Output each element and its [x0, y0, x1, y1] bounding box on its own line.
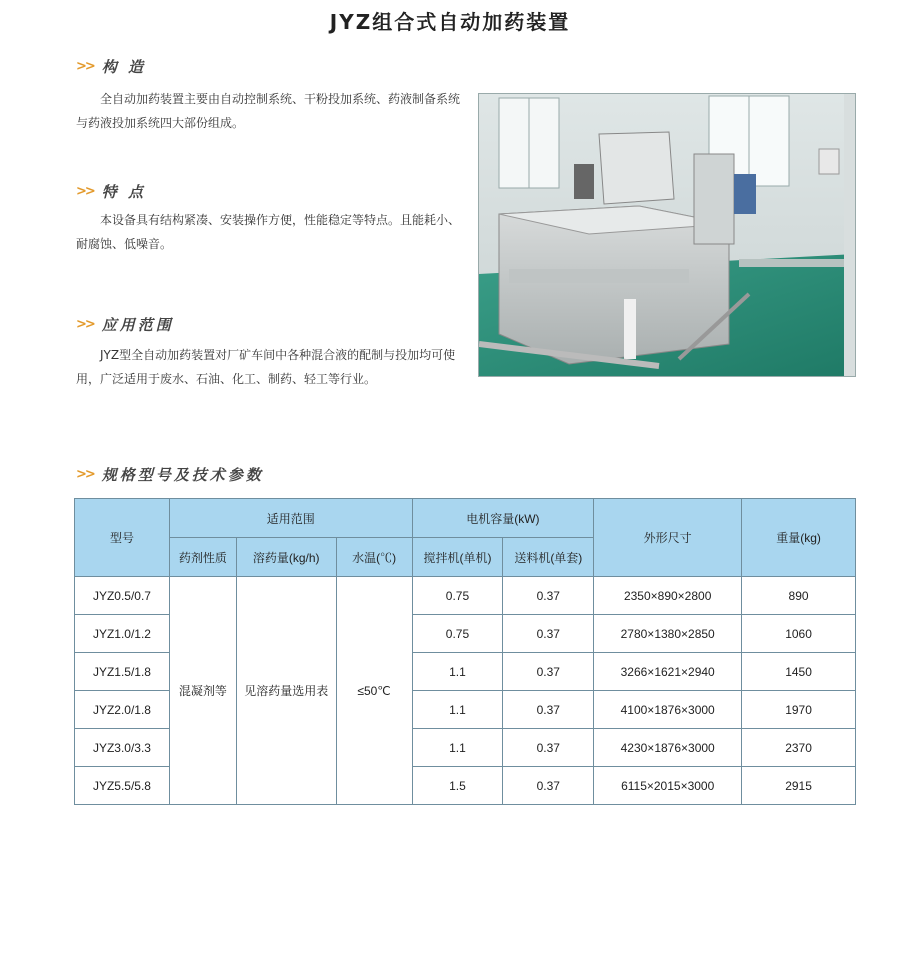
header-scope: 适用范围 — [169, 499, 412, 538]
features-heading — [76, 181, 146, 202]
cell-mixer: 1.1 — [412, 653, 503, 691]
cell-model: JYZ1.0/1.2 — [75, 615, 170, 653]
construction-heading-text: 构 造 — [101, 58, 147, 76]
cell-feeder: 0.37 — [503, 691, 594, 729]
cell-dimensions: 4100×1876×3000 — [594, 691, 742, 729]
specs-heading — [76, 464, 264, 485]
cell-mixer: 1.1 — [412, 691, 503, 729]
arrow-icon: >> — [76, 59, 94, 74]
cell-model: JYZ2.0/1.8 — [75, 691, 170, 729]
cell-feeder: 0.37 — [503, 653, 594, 691]
cell-model: JYZ3.0/3.3 — [75, 729, 170, 767]
application-text: JYZ型全自动加药装置对厂矿车间中各种混合液的配制与投加均可使用，广泛适用于废水、石油、化工、制药、轻工等行业。 — [76, 348, 456, 386]
header-weight: 重量(kg) — [742, 499, 856, 577]
spec-table — [74, 498, 856, 805]
cell-agent: 混凝剂等 — [169, 577, 236, 805]
application-heading — [76, 314, 174, 335]
features-text: 本设备具有结构紧凑、安装操作方便，性能稳定等特点。且能耗小、耐腐蚀、低噪音。 — [76, 213, 461, 251]
header-motor: 电机容量(kW) — [412, 499, 594, 538]
cell-model: JYZ5.5/5.8 — [75, 767, 170, 805]
cell-feeder: 0.37 — [503, 615, 594, 653]
cell-weight: 1060 — [742, 615, 856, 653]
cell-dimensions: 2780×1380×2850 — [594, 615, 742, 653]
header-dissolve: 溶药量(kg/h) — [236, 538, 336, 577]
arrow-icon: >> — [76, 467, 94, 482]
cell-mixer: 0.75 — [412, 577, 503, 615]
arrow-icon: >> — [76, 317, 94, 332]
header-feeder: 送料机(单套) — [503, 538, 594, 577]
cell-feeder: 0.37 — [503, 729, 594, 767]
cell-dimensions: 4230×1876×3000 — [594, 729, 742, 767]
cell-feeder: 0.37 — [503, 767, 594, 805]
cell-mixer: 1.5 — [412, 767, 503, 805]
header-mixer: 搅拌机(单机) — [412, 538, 503, 577]
table-row — [75, 577, 856, 615]
cell-model: JYZ0.5/0.7 — [75, 577, 170, 615]
cell-mixer: 0.75 — [412, 615, 503, 653]
features-heading-text: 特 点 — [101, 183, 147, 201]
cell-dimensions: 3266×1621×2940 — [594, 653, 742, 691]
application-heading-text: 应用范围 — [101, 316, 174, 334]
cell-mixer: 1.1 — [412, 729, 503, 767]
header-model: 型号 — [75, 499, 170, 577]
cell-weight: 1450 — [742, 653, 856, 691]
cell-weight: 890 — [742, 577, 856, 615]
cell-weight: 2370 — [742, 729, 856, 767]
cell-dimensions: 2350×890×2800 — [594, 577, 742, 615]
cell-weight: 1970 — [742, 691, 856, 729]
construction-text: 全自动加药装置主要由自动控制系统、干粉投加系统、药液制备系统与药液投加系统四大部份组成。 — [76, 92, 461, 130]
cell-water-temp: ≤50℃ — [336, 577, 412, 805]
header-water-temp: 水温(℃) — [336, 538, 412, 577]
cell-weight: 2915 — [742, 767, 856, 805]
header-agent: 药剂性质 — [169, 538, 236, 577]
cell-feeder: 0.37 — [503, 577, 594, 615]
arrow-icon: >> — [76, 184, 94, 199]
cell-dissolve: 见溶药量选用表 — [236, 577, 336, 805]
cell-dimensions: 6115×2015×3000 — [594, 767, 742, 805]
cell-model: JYZ1.5/1.8 — [75, 653, 170, 691]
equipment-photo — [478, 93, 856, 377]
specs-heading-text: 规格型号及技术参数 — [101, 466, 264, 484]
page-title: JYZ组合式自动加药装置 — [329, 10, 571, 34]
construction-heading — [76, 56, 146, 77]
header-dimensions: 外形尺寸 — [594, 499, 742, 577]
